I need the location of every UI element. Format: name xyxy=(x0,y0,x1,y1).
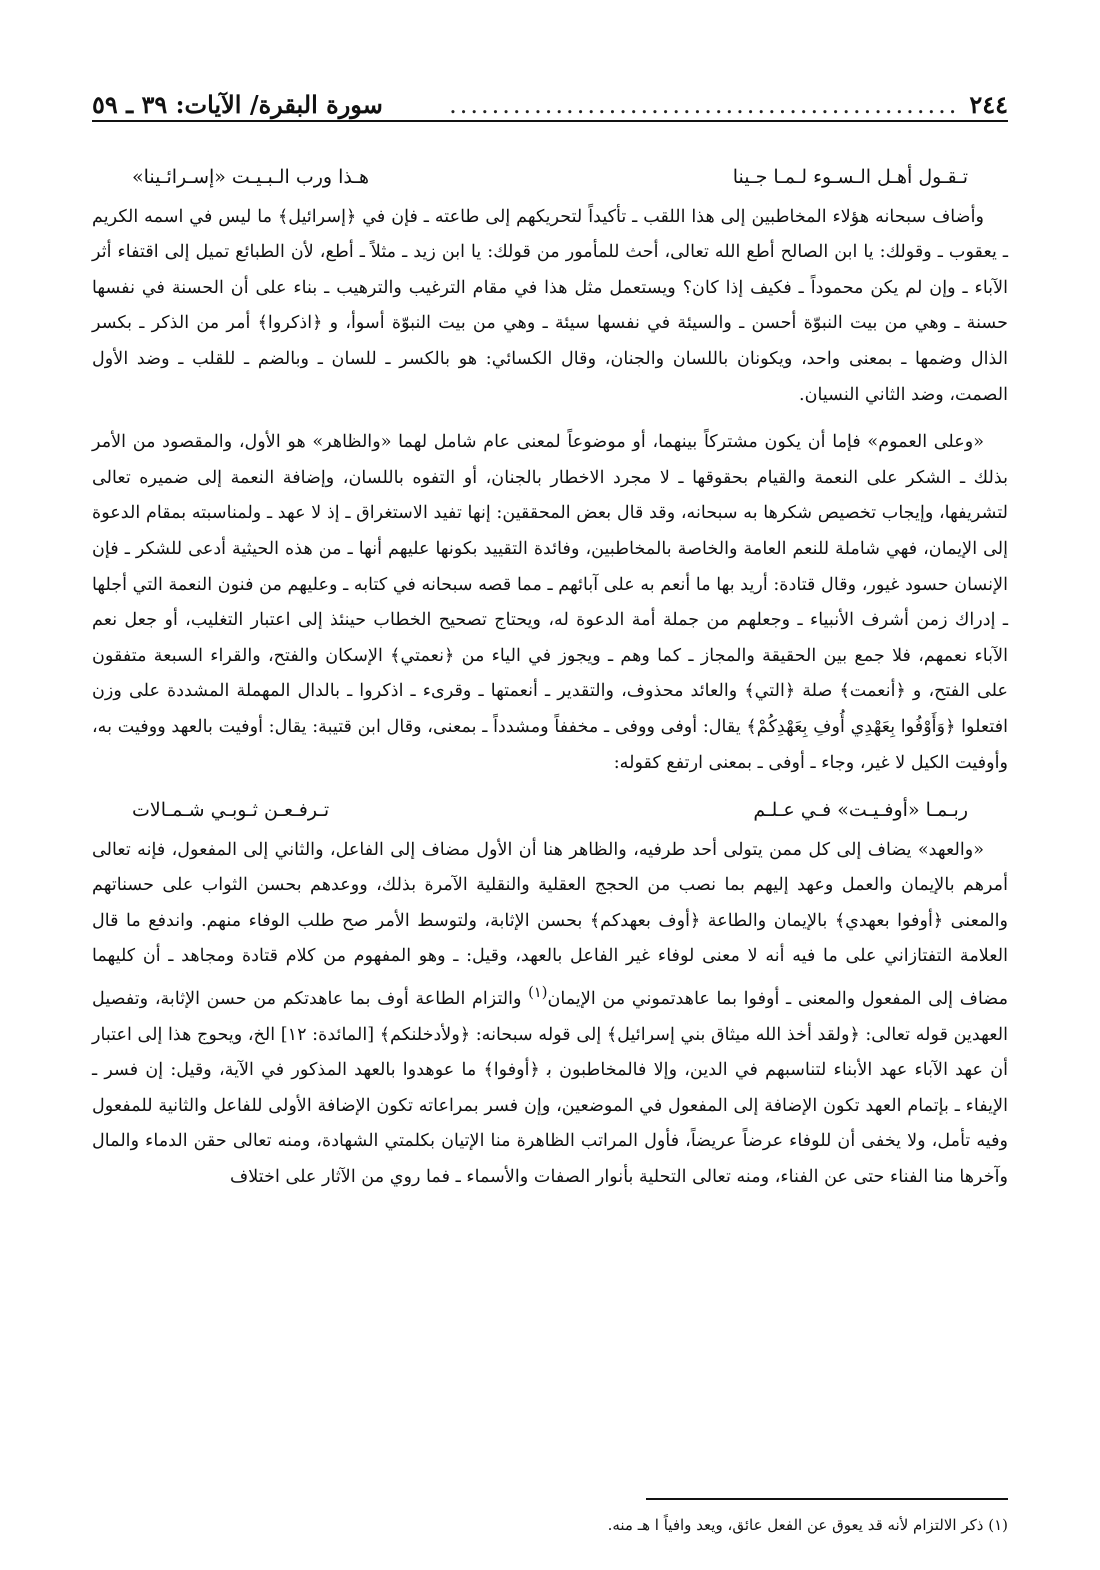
header-dot-leader: ................................................ xyxy=(449,91,960,119)
paragraph-3-continuation: والتزام الطاعة أوف بما عاهدتكم من حسن الإثابة، وتفصيل العهدين قوله تعالى: ﴿ولقد أخذ الله ميثاق بني إسرائيل﴾ إلى قوله سبحانه: ﴿ولأدخلنكم﴾ [المائدة: ١٢] الخ، ويحوج هذا إلى اعتبار أن عهد الآباء عهد الأبناء لتناسبهم في الدين، وإلا فالمخاطبون ب‍ ﴿أوفوا﴾ ما عوهدوا بالعهد المذكور في الآية، وقيل: إن فسر ـ الإيفاء ـ بإتمام العهد تكون الإضافة إلى المفعول في الموضعين، وإن فسر بمراعاته تكون الإضافة الأولى للفاعل والثانية للمفعول وفيه تأمل، ولا يخفى أن للوفاء عرضاً عريضاً، فأول المراتب الظاهرة منا الإتيان بكلمتي الشهادة، ومنه تعالى حقن الدماء والمال وآخرها منا الفناء حتى عن الفناء، ومنه تعالى التحلية بأنوار الصفات والأسماء ـ فما روي من الآثار على اختلاف xyxy=(92,988,1008,1187)
poetry-verse-2 xyxy=(92,793,1008,829)
verse-1-second-hemistich: هـذا ورب الـبـيـت «إسـرائـينا» xyxy=(132,166,369,188)
footnote-reference: (١) xyxy=(528,984,548,1002)
paragraph-3 xyxy=(92,833,1008,1196)
verse-2-first-hemistich: ربـمـا «أوفـيـت» فـي عـلـم xyxy=(753,799,968,822)
main-text xyxy=(92,160,1008,1207)
running-header xyxy=(92,86,1008,122)
footnote: (١) ذكر الالتزام لأنه قد يعوق عن الفعل عائق، ويعد وافياً ا هـ منه. xyxy=(607,1516,1008,1534)
poetry-verse-1 xyxy=(92,160,1008,196)
verse-2-second-hemistich: تـرفـعـن ثـوبـي شـمـالات xyxy=(132,799,330,822)
footnote-divider xyxy=(646,1498,1008,1500)
paragraph-2: «وعلى العموم» فإما أن يكون مشتركاً بينهما، أو موضوعاً لمعنى عام شامل لهما «والظاهر» هو الأول، والمقصود من الأمر بذلك ـ الشكر على النعمة والقيام بحقوقها ـ لا مجرد الاخطار بالجنان، أو التفوه باللسان، وإضافة النعمة إلى ضميره تعالى لتشريفها، وإيجاب تخصيص شكرها به سبحانه، وقد قال بعض المحققين: إنها تفيد الاستغراق ـ إذ لا عهد ـ ولمناسبته بمقام الدعوة إلى الإيمان، فهي شاملة للنعم العامة والخاصة بالمخاطبين، وفائدة التقييد بكونها عليهم أنها ـ من هذه الحيثية أدعى للشكر ـ فإن الإنسان حسود غيور، وقال قتادة: أريد بها ما أنعم به على آبائهم ـ مما قصه سبحانه في كتابه ـ وعليهم من فنون النعمة التي أجلها ـ إدراك زمن أشرف الأنبياء ـ وجعلهم من جملة أمة الدعوة له، ويحتاج تصحيح الخطاب حينئذ إلى اعتبار التغليب، أو جعل نعم الآباء نعمهم، فلا جمع بين الحقيقة والمجاز ـ كما وهم ـ ويجوز في الياء من ﴿نعمتي﴾ الإسكان والفتح، والقراء السبعة متفقون على الفتح، و ﴿أنعمت﴾ صلة ﴿التي﴾ والعائد محذوف، والتقدير ـ أنعمتها ـ وقرىء ـ اذكروا ـ بالدال المهملة المشددة على وزن افتعلوا ﴿وَأَوْفُوا بِعَهْدِي أُوفِ بِعَهْدِكُمْ﴾ يقال: أوفى ووفى ـ مخففاً ومشدداً ـ بمعنى، وقال ابن قتيبة: يقال: أوفيت بالعهد ووفيت به، وأوفيت الكيل لا غير، وجاء ـ أوفى ـ بمعنى ارتفع كقوله: xyxy=(92,432,1008,773)
paragraph-3-text: «والعهد» يضاف إلى كل ممن يتولى أحد طرفيه، والظاهر هنا أن الأول مضاف إلى الفاعل، والثاني إلى المفعول، فإنه تعالى أمرهم بالإيمان والعمل وعهد إليهم بما نصب من الحجج العقلية والنقلية الآمرة بذلك، ووعدهم بحسن الثواب على حسناتهم والمعنى ﴿أوفوا بعهدي﴾ بالإيمان والطاعة ﴿أوف بعهدكم﴾ بحسن الإثابة، ولتوسط الأمر صح طلب الوفاء منهم. واندفع ما قال العلامة التفتازاني على ما فيه أنه لا معنى لوفاء غير الفاعل بالعهد، وقيل: ـ وهو المفهوم من كلام قتادة ومجاهد ـ أن كليهما مضاف إلى المفعول والمعنى ـ أوفوا بما عاهدتموني من الإيمان xyxy=(92,839,1008,1009)
page-number: ٢٤٤ xyxy=(969,90,1008,119)
paragraph-1: وأضاف سبحانه هؤلاء المخاطبين إلى هذا اللقب ـ تأكيداً لتحريكهم إلى طاعته ـ فإن في ﴿إسرائيل﴾ ما ليس في اسمه الكريم ـ يعقوب ـ وقولك: يا ابن الصالح أطع الله تعالى، أحث للمأمور من قولك: يا ابن زيد ـ مثلاً ـ أطع، لأن الطبائع تميل إلى اقتفاء أثر الآباء ـ وإن لم يكن محموداً ـ فكيف إذا كان؟ ويستعمل مثل هذا في مقام الترغيب والترهيب ـ بناء على أن الحسنة في نفسها حسنة ـ وهي من بيت النبوّة أحسن ـ والسيئة في نفسها سيئة ـ وهي من بيت النبوّة أسوأ، و ﴿اذكروا﴾ أمر من الذكر ـ بكسر الذال وضمها ـ بمعنى واحد، ويكونان باللسان والجنان، وقال الكسائي: هو بالكسر ـ للسان ـ وبالضم ـ للقلب ـ وضد الأول الصمت، وضد الثاني النسيان. xyxy=(92,206,1008,405)
surah-reference: سورة البقرة/ الآيات: ٣٩ ـ ٥٩ xyxy=(92,90,383,119)
verse-1-first-hemistich: تـقـول أهـل الـسـوء لـمـا جـينا xyxy=(732,166,968,188)
